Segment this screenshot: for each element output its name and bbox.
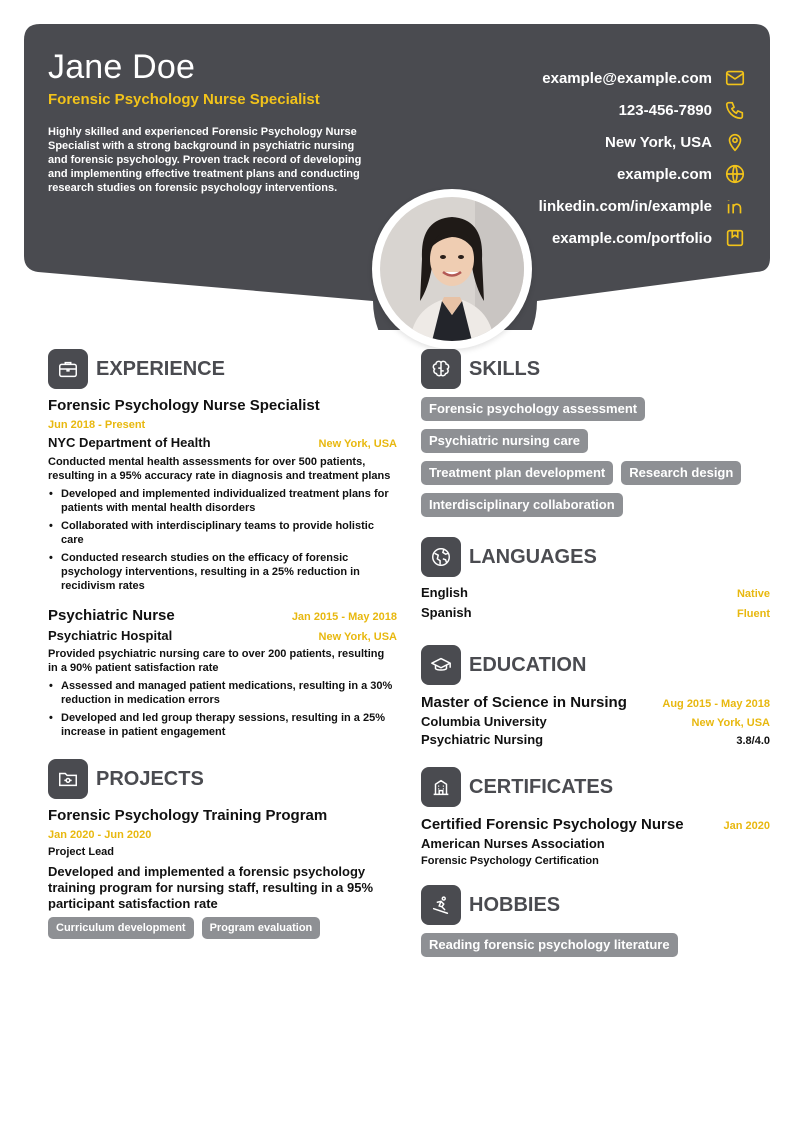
candidate-title: Forensic Psychology Nurse Specialist: [48, 91, 320, 108]
job-location: New York, USA: [318, 438, 397, 450]
hobbies-section-header: [421, 885, 770, 925]
certificate-detail: Forensic Psychology Certification: [421, 855, 599, 867]
contact-website[interactable]: [446, 158, 746, 190]
skiing-icon: [421, 885, 461, 925]
bookmark-icon: [724, 227, 746, 249]
institution-icon: [421, 767, 461, 807]
contact-email-text[interactable]: example@example.com: [542, 69, 712, 87]
right-column: [421, 349, 770, 965]
profile-photo: [380, 197, 524, 341]
language-level: Native: [736, 588, 770, 600]
briefcase-icon: [48, 349, 88, 389]
hobby-tags: [421, 933, 770, 965]
profile-photo-frame: [372, 189, 532, 349]
contact-phone-text[interactable]: 123-456-7890: [618, 101, 712, 119]
globe-icon: [724, 163, 746, 185]
job-dates: Jun 2018 - Present: [48, 419, 146, 431]
certificate-title: Certified Forensic Psychology Nurse: [421, 816, 684, 833]
skill-tags: [421, 397, 770, 525]
job-title: Forensic Psychology Nurse Specialist: [48, 397, 320, 414]
job-bullet: • Conducted research studies on the efficacy of forensic psychology interventions, resulting in a 25% reduction in recidivism rates: [48, 551, 397, 593]
hobby-tag: Reading forensic psychology literature: [421, 933, 678, 957]
project-summary: Developed and implemented a forensic psychology training program for nursing staff, resulting in a 95% participant satisfaction rate: [48, 864, 374, 911]
job-bullet: • Collaborated with interdisciplinary teams to provide holistic care: [48, 519, 397, 547]
skill-tag: Research design: [621, 461, 741, 485]
phone-icon: [724, 99, 746, 121]
candidate-name: Jane Doe: [48, 48, 196, 86]
job-dates: Jan 2015 - May 2018: [291, 611, 397, 623]
contact-phone[interactable]: [446, 94, 746, 126]
education-heading: EDUCATION: [469, 653, 587, 676]
hobbies-heading: HOBBIES: [469, 893, 561, 916]
language-name: Spanish: [421, 605, 472, 620]
contact-location-text: New York, USA: [605, 133, 712, 151]
job-summary: Conducted mental health assessments for over 500 patients, resulting in a 95% accuracy rate in diagnosis and treatment plans: [48, 456, 391, 482]
location-pin-icon: [724, 131, 746, 153]
contact-portfolio-text[interactable]: example.com/portfolio: [551, 229, 712, 247]
job-location: New York, USA: [318, 631, 397, 643]
projects-heading: PROJECTS: [96, 767, 204, 790]
education-section-header: [421, 645, 770, 685]
experience-heading: EXPERIENCE: [96, 357, 225, 380]
skills-heading: SKILLS: [469, 357, 541, 380]
education-dates: Aug 2015 - May 2018: [662, 698, 770, 710]
certificates-heading: CERTIFICATES: [469, 775, 614, 798]
job-bullet: • Developed and led group therapy sessions, resulting in a 25% increase in patient engagement: [48, 711, 397, 739]
job-bullets: [48, 487, 397, 593]
field-of-study: Psychiatric Nursing: [421, 732, 544, 747]
education-item: [421, 694, 770, 747]
brain-icon: [421, 349, 461, 389]
skill-tag: Forensic psychology assessment: [421, 397, 645, 421]
project-tag: Program evaluation: [202, 917, 321, 939]
experience-item: [48, 397, 397, 593]
certificates-section-header: [421, 767, 770, 807]
project-dates: Jan 2020 - Jun 2020: [48, 829, 152, 841]
project-role: Project Lead: [48, 846, 115, 858]
mail-icon: [724, 67, 746, 89]
world-icon: [421, 537, 461, 577]
languages-heading: LANGUAGES: [469, 545, 597, 568]
graduation-cap-icon: [421, 645, 461, 685]
job-organization: Psychiatric Hospital: [48, 628, 173, 643]
contact-location: [446, 126, 746, 158]
certificate-item: [421, 816, 770, 868]
languages-section-header: [421, 537, 770, 577]
certificate-issuer: American Nurses Association: [421, 836, 605, 851]
degree-title: Master of Science in Nursing: [421, 694, 627, 711]
certificate-date: Jan 2020: [723, 820, 770, 832]
project-tag: Curriculum development: [48, 917, 194, 939]
skill-tag: Treatment plan development: [421, 461, 613, 485]
projects-section-header: [48, 759, 397, 799]
left-column: [48, 349, 397, 947]
skill-tag: Interdisciplinary collaboration: [421, 493, 623, 517]
job-organization: NYC Department of Health: [48, 435, 211, 450]
linkedin-icon: [724, 195, 746, 217]
profile-summary: Highly skilled and experienced Forensic Psychology Nurse Specialist with a strong background in psychiatric nursing and forensic psychology. Proven track record of developing and implementing effective treatment plans and conducting research studies on forensic psychology interventions.: [48, 126, 362, 194]
folder-icon: [48, 759, 88, 799]
contact-linkedin-text[interactable]: linkedin.com/in/example: [538, 197, 712, 215]
gpa: 3.8/4.0: [736, 735, 770, 747]
language-level: Fluent: [737, 608, 770, 620]
experience-section-header: [48, 349, 397, 389]
school-location: New York, USA: [691, 717, 770, 729]
language-row: [421, 605, 770, 625]
project-tags: [48, 917, 397, 947]
school-name: Columbia University: [421, 714, 547, 729]
language-row: [421, 585, 770, 605]
project-title: Forensic Psychology Training Program: [48, 807, 328, 824]
skills-section-header: [421, 349, 770, 389]
language-name: English: [421, 585, 468, 600]
experience-item: [48, 607, 397, 739]
project-item: [48, 807, 397, 947]
job-summary: Provided psychiatric nursing care to over 200 patients, resulting in a 90% patient satisfaction rate: [48, 648, 385, 674]
job-bullets: [48, 679, 397, 739]
skill-tag: Psychiatric nursing care: [421, 429, 588, 453]
contact-website-text[interactable]: example.com: [616, 165, 712, 183]
job-bullet: • Assessed and managed patient medications, resulting in a 30% reduction in medication errors: [48, 679, 397, 707]
contact-email[interactable]: [446, 62, 746, 94]
language-list: [421, 585, 770, 625]
job-bullet: • Developed and implemented individualized treatment plans for patients with mental health disorders: [48, 487, 397, 515]
job-title: Psychiatric Nurse: [48, 607, 175, 624]
